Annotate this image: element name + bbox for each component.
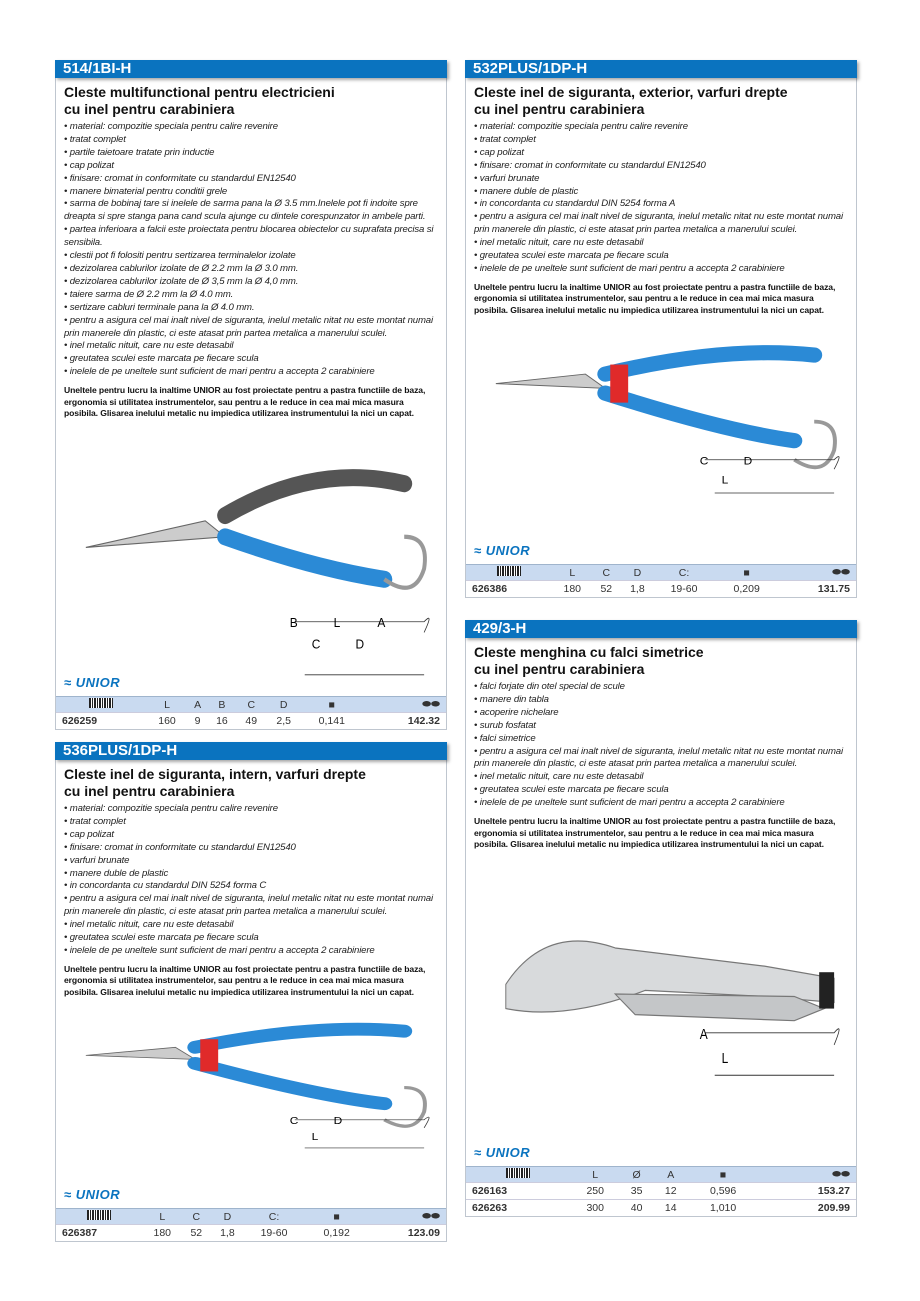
feature-item: • varfuri brunate [64,855,438,868]
product-code-header: 429/3-H [465,620,857,638]
barcode-icon [56,1209,142,1225]
feature-item: • inelele de pe uneltele sunt suficient de mari pentru a accepta 2 carabiniere [474,797,848,810]
column-header: L [164,698,170,711]
product-image [466,851,856,1166]
column-header: D [279,698,288,711]
product-514-1bi-h [55,60,447,730]
feature-item: • clestii pot fi folositi pentru sertizarea terminalelor izolate [64,250,438,263]
product-code-header: 532PLUS/1DP-H [465,60,857,78]
feature-item: • varfuri brunate [474,173,848,186]
feature-item: • manere duble de plastic [64,868,438,881]
feature-item: • falci simetrice [474,733,848,746]
weight-icon: ■ [328,698,335,711]
image-area [56,420,446,696]
feature-item: • material: compozitie speciala pentru calire revenire [64,803,438,816]
unior-logo-icon: ≈ [474,1145,486,1160]
dimension-label: L [721,473,729,487]
dimension-label: C [311,636,321,652]
dimension-label: L [721,1049,729,1067]
spec-table [466,564,856,597]
unior-logo: ≈ UNIOR [64,675,121,690]
column-header: L [569,566,576,579]
price-coins-icon: ⬬⬬ [832,566,850,578]
feature-item: • partea inferioara a falcii este proiectata pentru blocarea obiectelor cu suprafata precisa si sensibila. [64,224,438,250]
price: 131.75 [776,581,856,598]
feature-item: • tratat complet [64,816,438,829]
column-header: C: [678,566,690,579]
column-header: C [192,1210,201,1223]
feature-item: • inelele de pe uneltele sunt suficient de mari pentru a accepta 2 carabiniere [64,366,438,379]
feature-item: • sertizare cabluri terminale pana la Ø 4.0 mm. [64,302,438,315]
product-title: Cleste menghina cu falci simetrice cu inel pentru carabiniera [474,644,704,677]
unior-logo-icon: ≈ [64,675,76,690]
unior-logo: ≈ UNIOR [474,543,531,558]
table-row: 626387 180 52 1,8 19-60 0,192 123.09 [56,1225,446,1242]
feature-item: • taiere sarma de Ø 2.2 mm la Ø 4.0 mm. [64,289,438,302]
feature-item: • tratat complet [474,134,848,147]
feature-item: • tratat complet [64,134,438,147]
feature-list [466,121,856,276]
spec-table [56,696,446,729]
feature-item: • cap polizat [64,829,438,842]
feature-item: • pentru a asigura cel mai inalt nivel de siguranta, inelul metalic nitat nu este montat numai prin manerele din plastic, ci este atasat prin partea metalica a manerului sculei. [474,211,848,237]
product-image [56,420,446,696]
note-text: Uneltele pentru lucru la inaltime UNIOR au fost proiectate pentru a pastra functiile de baza, ergonomia si utilitatea instrumentelor, sau pentru a le reduce in cea mai mica masura posibila. Glisarea inelului metalic nu impiedica utilizarea instrumentului la nici un capat. [64,963,426,998]
feature-item: • inelele de pe uneltele sunt suficient de mari pentru a accepta 2 carabiniere [64,945,438,958]
feature-item: • surub fosfatat [474,720,848,733]
feature-item: • sarma de bobinaj tare si inelele de sarma pana la Ø 3.5 mm.Inelele pot fi indoite spre dreapta si spre stanga pana cand scula ajunge cu dintele corespunzator in ambele parti. [64,198,438,224]
price: 209.99 [758,1200,856,1217]
feature-item: • manere bimaterial pentru conditii grele [64,186,438,199]
feature-item: • dezizolarea cablurilor izolate de Ø 2.2 mm la Ø 3.0 mm. [64,263,438,276]
note-text: Uneltele pentru lucru la inaltime UNIOR au fost proiectate pentru a pastra functiile de baza, ergonomia si utilitatea instrumentelor, sau pentru a le reduce in cea mai mica masura posibila. Glisarea inelului metalic nu impiedica utilizarea instrumentului la nici un capat. [64,385,426,419]
table-row: 626263 300 40 14 1,010 209.99 [466,1200,856,1217]
weight-icon: ■ [743,566,750,579]
feature-item: • inelele de pe uneltele sunt suficient de mari pentru a accepta 2 carabiniere [474,263,848,276]
feature-item: • acoperire nichelare [474,707,848,720]
product-image [466,317,856,564]
weight-icon: ■ [333,1210,340,1223]
unior-logo-icon: ≈ [474,543,486,558]
note-text: Uneltele pentru lucru la inaltime UNIOR au fost proiectate pentru a pastra functiile de baza, ergonomia si utilitatea instrumentelor, sau pentru a le reduce in cea mai mica masura posibila. Glisarea inelului metalic nu impiedica utilizarea instrumentului la nici un capat. [474,816,836,850]
dimension-label: B [289,615,298,631]
image-area [56,999,446,1208]
price-coins-icon: ⬬⬬ [832,1168,850,1180]
dimension-label: C [289,1115,299,1127]
product-429-3-h [465,620,857,1217]
price-coins-icon: ⬬⬬ [422,1210,440,1222]
image-area [466,317,856,564]
feature-item: • greutatea sculei este marcata pe fiecare scula [474,250,848,263]
feature-item: • material: compozitie speciala pentru calire revenire [474,121,848,134]
feature-list [56,803,446,958]
dimension-label: A [699,1025,708,1043]
dimension-label: A [377,615,386,631]
price: 153.27 [758,1183,856,1200]
barcode-icon [466,565,552,581]
column-header: B [218,698,226,711]
feature-item: • inel metalic nituit, care nu este detasabil [474,771,848,784]
column-header: L [159,1210,166,1223]
dimension-label: D [333,1115,343,1127]
product-title: Cleste inel de siguranta, intern, varfuri drepte cu inel pentru carabiniera [64,766,366,799]
feature-item: • pentru a asigura cel mai inalt nivel de siguranta, inelul metalic nitat nu este montat numai prin manerele din plastic, ci este atasat prin partea metalica a manerului sculei. [64,315,438,341]
table-row: 626386 180 52 1,8 19-60 0,209 131.75 [466,581,856,598]
unior-logo-icon: ≈ [64,1187,76,1202]
barcode-icon [466,1167,571,1183]
price: 123.09 [366,1225,446,1242]
feature-item: • greutatea sculei este marcata pe fiecare scula [64,932,438,945]
feature-item: • finisare: cromat in conformitate cu standardul EN12540 [64,173,438,186]
unior-logo: ≈ UNIOR [474,1145,531,1160]
feature-item: • inel metalic nituit, care nu este detasabil [474,237,848,250]
feature-item: • partile taietoare tratate prin inductie [64,147,438,160]
table-row: 626163 250 35 12 0,596 153.27 [466,1183,856,1200]
weight-icon: ■ [719,1168,727,1181]
spec-table [56,1208,446,1241]
product-title: Cleste multifunctional pentru electricieni cu inel pentru carabiniera [64,84,335,117]
dimension-label: D [355,636,365,652]
note-text: Uneltele pentru lucru la inaltime UNIOR au fost proiectate pentru a pastra functiile de baza, ergonomia si utilitatea instrumentelor, sau pentru a le reduce in cea mai mica masura posibila. Glisarea inelului metalic nu impiedica utilizarea instrumentului la nici un capat. [474,281,836,316]
feature-item: • inel metalic nituit, care nu este detasabil [64,919,438,932]
feature-item: • greutatea sculei este marcata pe fiecare scula [64,353,438,366]
table-row: 626259 160 9 16 49 2,5 0,141 142.32 [56,713,446,730]
dimension-label: C [699,454,709,468]
product-536plus-1dp-h [55,742,447,1242]
image-area [466,851,856,1166]
price: 142.32 [362,713,446,730]
unior-logo: ≈ UNIOR [64,1187,121,1202]
product-title: Cleste inel de siguranta, exterior, varfuri drepte cu inel pentru carabiniera [474,84,788,117]
feature-item: • pentru a asigura cel mai inalt nivel de siguranta, inelul metalic nitat nu este montat numai prin manerele din plastic, ci este atasat prin partea metalica a manerului sculei. [64,893,438,919]
feature-item: • manere duble de plastic [474,186,848,199]
column-header: L [592,1168,599,1181]
dimension-label: D [743,454,753,468]
feature-item: • in concordanta cu standardul DIN 5254 forma A [474,198,848,211]
barcode-icon [56,697,146,713]
feature-item: • greutatea sculei este marcata pe fiecare scula [474,784,848,797]
dimension-label: L [311,1131,319,1143]
feature-item: • finisare: cromat in conformitate cu standardul EN12540 [474,160,848,173]
product-532plus-1dp-h [465,60,857,598]
feature-item: • manere din tabla [474,694,848,707]
feature-item: • in concordanta cu standardul DIN 5254 forma C [64,880,438,893]
product-code-header: 514/1BI-H [55,60,447,78]
column-header: Ø [632,1168,641,1181]
price-coins-icon: ⬬⬬ [422,698,440,710]
column-header: D [633,566,642,579]
product-code-header: 536PLUS/1DP-H [55,742,447,760]
column-header: C [602,566,611,579]
feature-item: • inel metalic nituit, care nu este detasabil [64,340,438,353]
column-header: C [247,698,256,711]
feature-item: • material: compozitie speciala pentru calire revenire [64,121,438,134]
column-header: C: [268,1210,280,1223]
column-header: A [667,1168,675,1181]
column-header: A [194,698,202,711]
feature-item: • cap polizat [474,147,848,160]
feature-list [56,121,446,379]
feature-item: • finisare: cromat in conformitate cu standardul EN12540 [64,842,438,855]
feature-item: • dezizolarea cablurilor izolate de Ø 3,5 mm la Ø 4,0 mm. [64,276,438,289]
feature-item: • pentru a asigura cel mai inalt nivel de siguranta, inelul metalic nitat nu este montat numai prin manerele din plastic, ci este atasat prin partea metalica a manerului sculei. [474,746,848,772]
feature-item: • cap polizat [64,160,438,173]
product-image [56,999,446,1208]
spec-table [466,1166,856,1216]
feature-list [466,681,856,810]
column-header: D [223,1210,232,1223]
dimension-label: L [333,615,341,631]
feature-item: • falci forjate din otel special de scule [474,681,848,694]
